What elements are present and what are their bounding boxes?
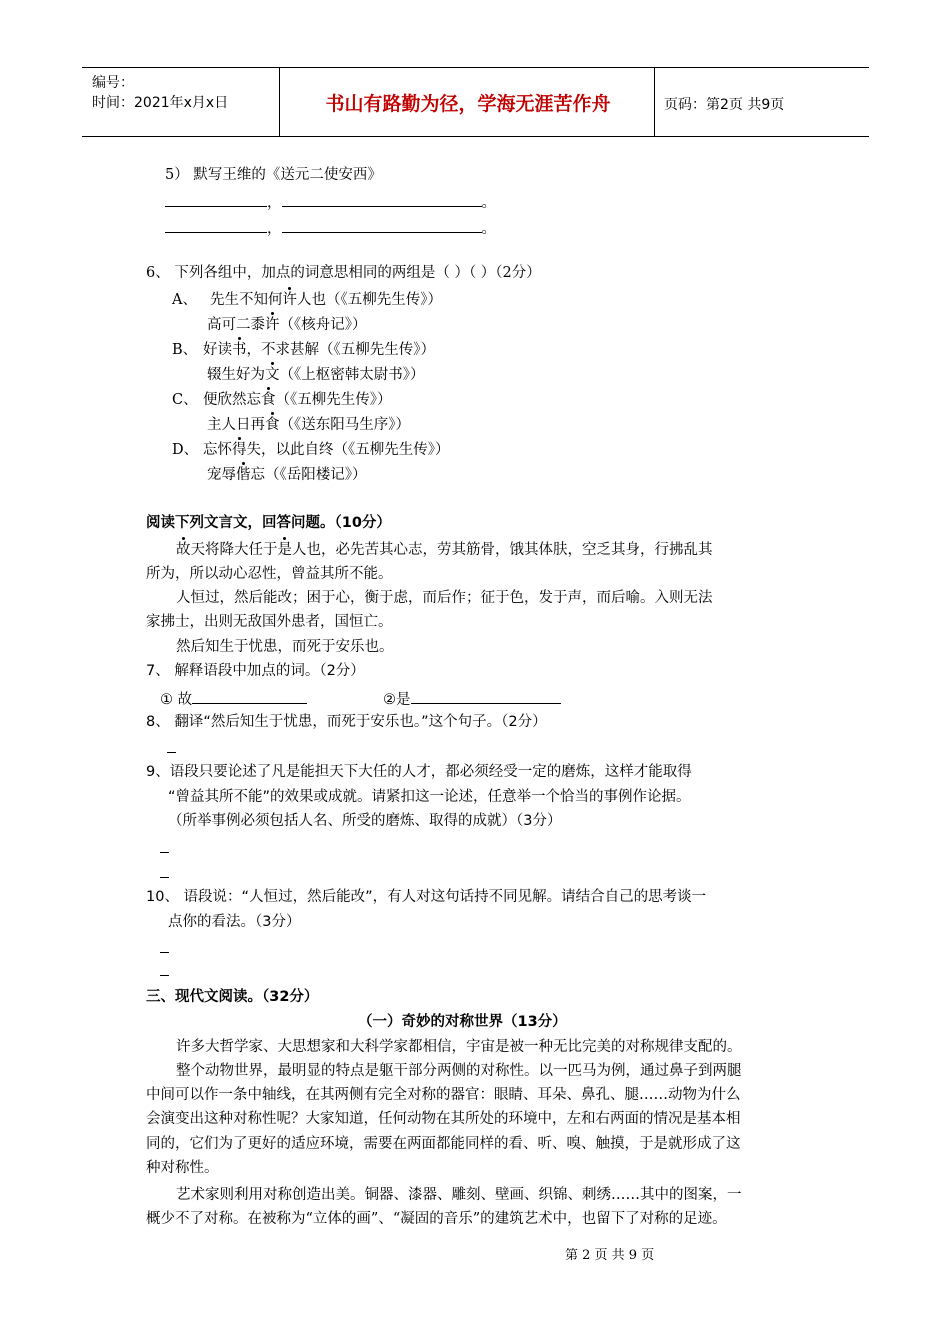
punct: ， — [267, 221, 282, 237]
answer-blank[interactable] — [411, 687, 561, 704]
dotted-word: 故 — [176, 542, 191, 558]
q6-b-label: B、 — [172, 342, 198, 358]
q7-b: ②是 — [383, 687, 561, 710]
q6-b-2: 辍生好为文（《上枢密韩太尉书》） — [207, 367, 425, 383]
header-motto: 书山有路勤为径，学海无涯苦作舟 — [325, 93, 611, 115]
q10-line-1: 10、 语段说：“人恒过，然后能改”，有人对这句话持不同见解。请结合自己的思考谈一 — [146, 889, 707, 905]
answer-line[interactable] — [160, 975, 169, 976]
answer-line[interactable] — [160, 952, 169, 953]
modern-line: 种对称性。 — [146, 1160, 219, 1176]
q5-line-1 — [165, 190, 496, 213]
header-page: 页码：第2页 共9页 — [664, 97, 785, 113]
answer-blank[interactable] — [282, 190, 482, 207]
modern-heading: 三、现代文阅读。（32分） — [146, 989, 319, 1005]
reading-p1-line-1: 故天将降大任于是人也，必先苦其心志，劳其筋骨，饿其体肤，空乏其身，行拂乱其 — [176, 542, 713, 558]
modern-line: 中间可以作一条中轴线，在其两侧有完全对称的器官：眼睛、耳朵、鼻孔、腿……动物为什么 — [146, 1087, 741, 1103]
modern-line: 概少不了对称。在被称为“立体的画”、“凝固的音乐”的建筑艺术中，也留下了对称的足迹。 — [146, 1211, 727, 1227]
dotted-word: 许 — [265, 317, 280, 333]
q8-prompt: 8、 翻译“然后知生于忧患，而死于安乐也。”这个句子。（2分） — [146, 714, 547, 730]
q9-line-2: “曾益其所不能”的效果或成就。请紧扣这一论述，任意举一个恰当的事例作论据。 — [168, 789, 691, 805]
dotted-word: 文 — [265, 367, 280, 383]
modern-line: 同的，它们为了更好的适应环境，需要在两面都能同样的看、听、嗅、触摸，于是就形成了这 — [146, 1136, 741, 1152]
header-left — [92, 73, 228, 113]
modern-line: 会演变出这种对称性呢？大家知道，任何动物在其所处的环境中，左和右两面的情况是基本相 — [146, 1111, 741, 1127]
dotted-word: 书 — [232, 342, 247, 358]
q7-a: ① 故 — [160, 687, 307, 710]
q7-prompt: 7、 解释语段中加点的词。（2分） — [146, 663, 365, 679]
answer-blank[interactable] — [192, 687, 307, 704]
reading-p2-line-2: 家拂士，出则无敌国外患者，国恒亡。 — [146, 614, 393, 630]
q9-line-1: 9、语段只要论述了凡是能担天下大任的人才，都必须经受一定的磨炼，这样才能取得 — [146, 764, 692, 780]
q6-d-label: D、 — [172, 442, 199, 458]
q6-a-label: A、 — [172, 292, 197, 308]
answer-line[interactable] — [160, 877, 169, 878]
punct: 。 — [481, 195, 496, 211]
reading-heading: 阅读下列文言文，回答问题。（10分） — [146, 515, 391, 531]
dotted-word: 食 — [261, 392, 276, 408]
dotted-word: 许 — [282, 292, 297, 308]
q5-line-2 — [165, 216, 496, 239]
page-footer: 第 2 页 共 9 页 — [565, 1248, 655, 1263]
answer-blank[interactable] — [282, 216, 482, 233]
answer-line[interactable] — [167, 752, 176, 753]
modern-line: 整个动物世界，最明显的特点是躯干部分两侧的对称性。以一匹马为例，通过鼻子到两腿 — [176, 1063, 742, 1079]
header-divider — [654, 68, 655, 136]
answer-line[interactable] — [160, 852, 169, 853]
q6-prompt: 6、 下列各组中，加点的词意思相同的两组是（ ）（ ）（2分） — [146, 265, 541, 281]
q5-prompt: 5） 默写王维的《送元二使安西》 — [165, 167, 382, 183]
answer-blank[interactable] — [165, 190, 267, 207]
q6-c-label: C、 — [172, 392, 198, 408]
punct: 。 — [481, 221, 496, 237]
header-divider — [279, 68, 280, 136]
q6-d-2: 宠辱偕忘（《岳阳楼记》） — [207, 467, 367, 483]
answer-blank[interactable] — [165, 216, 267, 233]
reading-p1-line-2: 所为，所以动心忍性，曾益其所不能。 — [146, 566, 393, 582]
dotted-word: 偕 — [236, 467, 251, 483]
modern-line: 许多大哲学家、大思想家和大科学家都相信，宇宙是被一种无比完美的对称规律支配的。 — [176, 1039, 742, 1055]
q6-b-1: 好读书，不求甚解（《五柳先生传》） — [203, 342, 435, 358]
modern-sub-heading: （一）奇妙的对称世界（13分） — [358, 1014, 567, 1030]
reading-p2-line-1: 人恒过，然后能改；困于心，衡于虑，而后作；征于色，发于声，而后喻。入则无法 — [176, 590, 713, 606]
header-date: 时间：2021年x月x日 — [92, 95, 229, 111]
punct: ， — [267, 195, 282, 211]
q6-a-1: 先生不知何许人也（《五柳先生传》） — [210, 292, 442, 308]
q9-line-3: （所举事例必须包括人名、所受的磨炼、取得的成就）（3分） — [168, 813, 562, 829]
reading-p3: 然后知生于忧患，而死于安乐也。 — [176, 639, 394, 655]
dotted-word: 食 — [265, 417, 280, 433]
q6-a-2: 高可二黍许（《核舟记》） — [207, 317, 367, 333]
modern-line: 艺术家则利用对称创造出美。铜器、漆器、雕刻、壁画、织锦、刺绣……其中的图案，一 — [176, 1187, 742, 1203]
header-number: 编号： — [92, 75, 134, 91]
q10-line-2: 点你的看法。（3分） — [168, 914, 301, 930]
q6-c-1: 便欣然忘食（《五柳先生传》） — [203, 392, 392, 408]
dotted-word: 是 — [277, 542, 292, 558]
q6-d-1: 忘怀得失，以此自终（《五柳先生传》） — [203, 442, 450, 458]
page-header — [82, 67, 869, 137]
dotted-word: 得 — [232, 442, 247, 458]
q6-c-2: 主人日再食（《送东阳马生序》） — [207, 417, 410, 433]
